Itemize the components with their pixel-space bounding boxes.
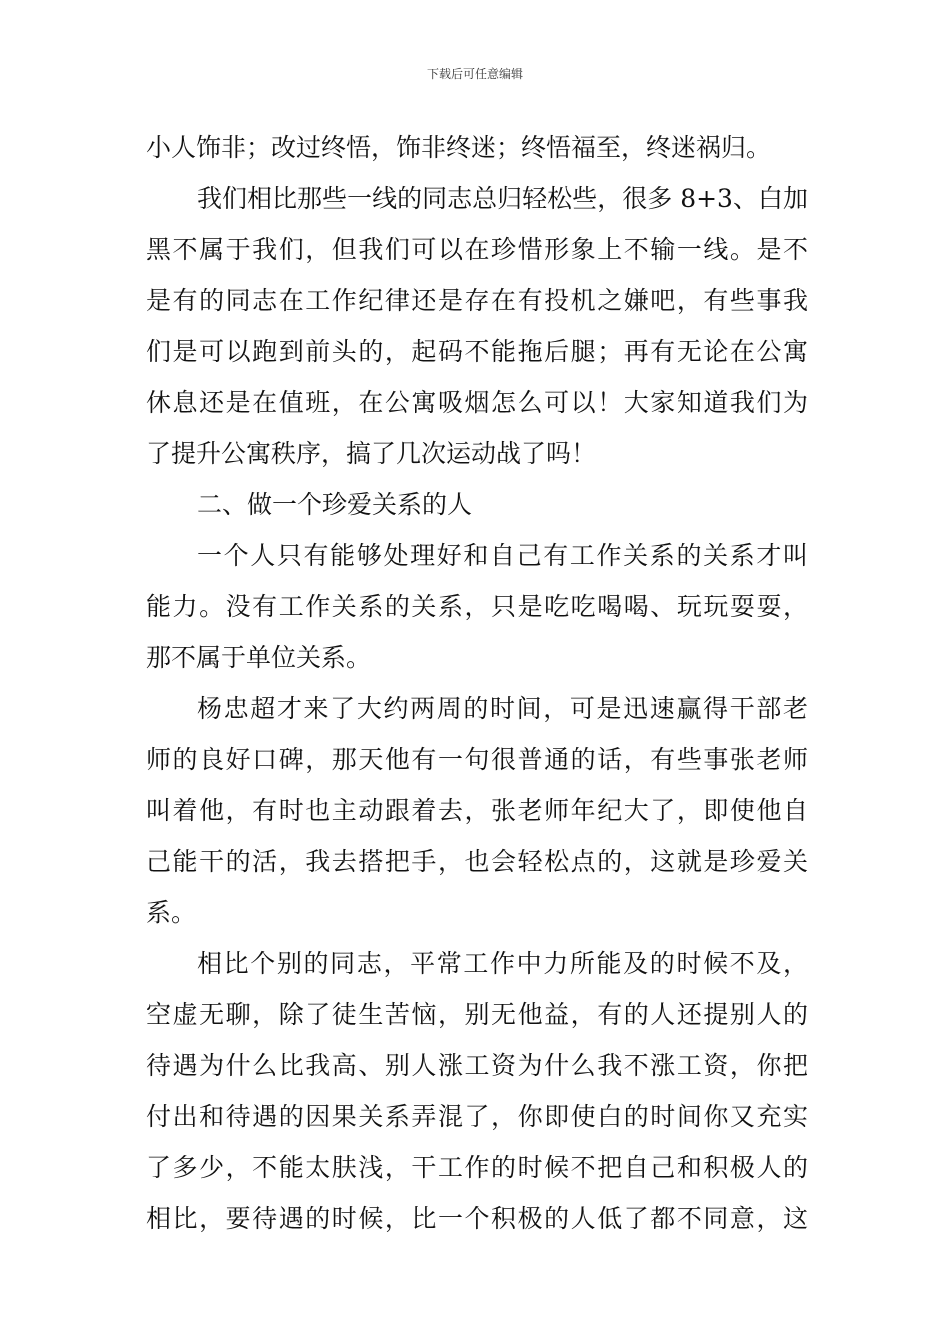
paragraph: [146, 122, 808, 173]
text-line: 己能干的活，我去搭把手，也会轻松点的，这就是珍爱关: [146, 847, 808, 876]
text-line: 是有的同志在工作纪律还是存在有投机之嫌吧，有些事我: [146, 286, 808, 315]
text-line: 相比，要待遇的时候，比一个积极的人低了都不同意，这: [146, 1204, 808, 1233]
text-line: 那不属于单位关系。: [146, 643, 372, 672]
text-line: 了提升公寓秩序，搞了几次运动战了吗！: [146, 439, 597, 468]
text-line: 休息还是在值班，在公寓吸烟怎么可以！大家知道我们为: [146, 388, 808, 417]
text-line: 小人饰非；改过终悟，饰非终迷；终悟福至，终迷祸归。: [146, 133, 772, 162]
text-line: 师的良好口碑，那天他有一句很普通的话，有些事张老师: [146, 745, 808, 774]
paragraph: [146, 530, 808, 683]
text-line: 空虚无聊，除了徒生苦恼，别无他益，有的人还提别人的: [146, 1000, 808, 1029]
document-body: [146, 122, 808, 1244]
text-line: 叫着他，有时也主动跟着去，张老师年纪大了，即使他自: [146, 796, 808, 825]
text-line: 能力。没有工作关系的关系，只是吃吃喝喝、玩玩耍耍，: [146, 592, 808, 621]
text-line: 们是可以跑到前头的，起码不能拖后腿；再有无论在公寓: [146, 337, 808, 366]
text-line: 黑不属于我们，但我们可以在珍惜形象上不输一线。是不: [146, 235, 808, 264]
page-header: 下载后可任意编辑: [426, 67, 523, 81]
paragraph: [146, 683, 808, 938]
text-line: 我们相比那些一线的同志总归轻松些，很多 8+3、白加: [197, 184, 808, 213]
text-line: 杨忠超才来了大约两周的时间，可是迅速赢得干部老: [197, 694, 808, 723]
text-line: 系。: [146, 898, 197, 927]
paragraph: [146, 173, 808, 479]
text-line: 待遇为什么比我高、别人涨工资为什么我不涨工资，你把: [146, 1051, 808, 1080]
text-line: 相比个别的同志，平常工作中力所能及的时候不及，: [197, 949, 808, 978]
section-heading: [146, 479, 808, 530]
text-line: 了多少，不能太肤浅，干工作的时候不把自己和积极人的: [146, 1153, 808, 1182]
text-line: 付出和待遇的因果关系弄混了，你即使白的时间你又充实: [146, 1102, 808, 1131]
paragraph: [146, 938, 808, 1244]
text-line: 一个人只有能够处理好和自己有工作关系的关系才叫: [197, 541, 808, 570]
text-line: 二、做一个珍爱关系的人: [197, 490, 473, 519]
